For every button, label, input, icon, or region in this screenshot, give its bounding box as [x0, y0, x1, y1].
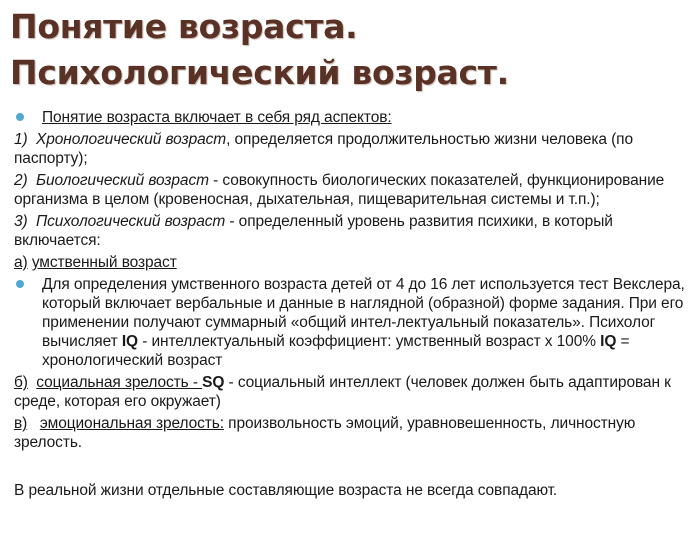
item-biological: 2) Биологический возраст - совокупность биологических показателей, функционирование организма в целом (кровеносная, дыхательная, пищеварительная системы и т.п.); — [14, 172, 665, 208]
intro-bullet — [14, 108, 698, 127]
title-line-1: Понятие возраста. — [10, 7, 358, 46]
term-social-maturity: социальная зрелость - — [36, 374, 203, 391]
sq-abbr: SQ — [202, 374, 225, 391]
item-chronological: 1) Хронологический возраст, определяется продолжительностью жизни человека (по паспорту); — [14, 131, 633, 167]
bullet-dot-icon — [16, 113, 24, 121]
page-title — [10, 4, 690, 96]
sub-social-maturity: б) социальная зрелость - SQ - социальный интеллект (человек должен быть адаптирован к среде, которая его окружает) — [14, 374, 671, 410]
sub-emotional-maturity: в) эмоциональная зрелость: произвольность эмоций, уравновешенность, личностную зрелость. — [14, 415, 636, 451]
item-psychological: 3) Психологический возраст - определенный уровень развития психики, в который включается: — [14, 213, 613, 249]
iq-abbr: IQ — [600, 333, 617, 350]
bullet-dot-icon — [16, 280, 24, 288]
title-line-2: Психологический возраст. — [10, 53, 509, 92]
mental-age-bullet: Для определения умственного возраста детей от 4 до 16 лет используется тест Векслера, который включает вербальные и данные в наглядной (образной) форме задания. При его применении получают суммарный «общий интел-лектуальный показатель». Психолог вычисляет IQ - интеллектуальный коэффициент: умственный возраст х 100% IQ = хронологический возраст — [14, 275, 698, 370]
term-biological: Биологический возраст — [36, 172, 209, 189]
slide-body — [14, 108, 698, 503]
term-mental-age: умственный возраст — [31, 254, 177, 271]
term-chronological: Хронологический возраст — [36, 131, 227, 148]
intro-text: Понятие возраста включает в себя ряд аспектов: — [42, 109, 392, 126]
term-psychological: Психологический возраст — [36, 213, 226, 230]
term-emotional-maturity: эмоциональная зрелость: — [39, 415, 224, 432]
sub-mental-age: а) умственный возраст — [14, 254, 177, 271]
iq-abbr: IQ — [121, 333, 138, 350]
conclusion: В реальной жизни отдельные составляющие возраста не всегда совпадают. — [14, 482, 558, 499]
